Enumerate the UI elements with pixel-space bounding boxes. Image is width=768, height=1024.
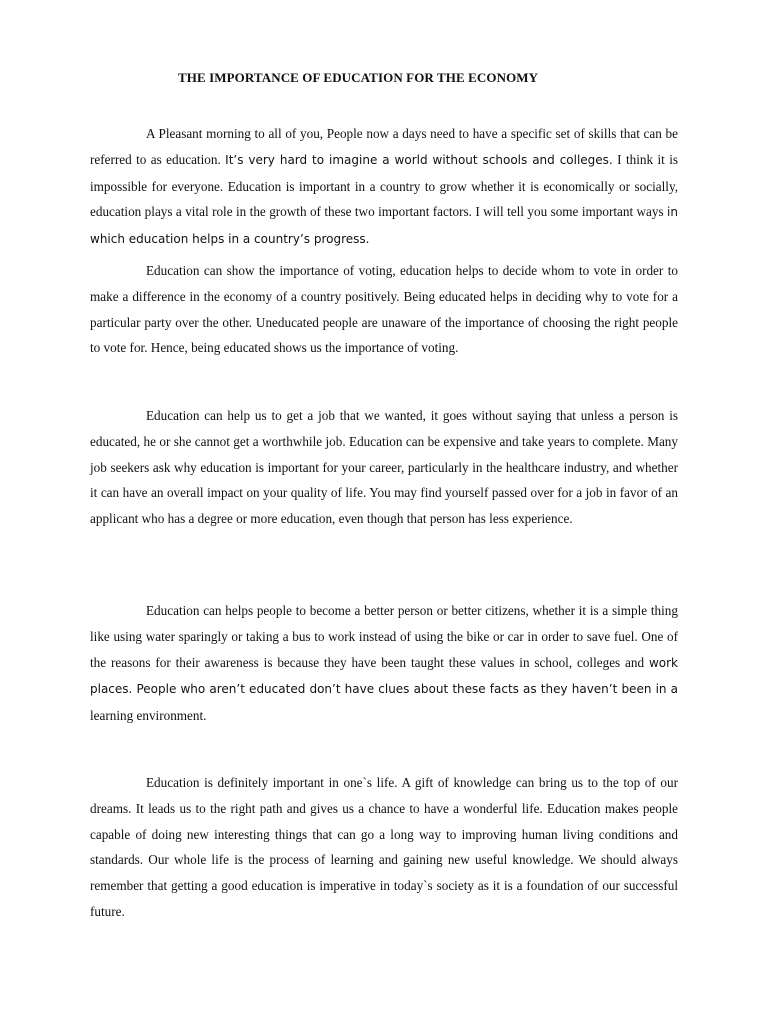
paragraph-text: Education can help us to get a job that we wanted, it goes without saying that unless a person is educated, he or she cannot get a worthwhile job. Education can be expensive and take years to complete. Many job seekers ask why education is important for your career, particularly in the healthcare industry, and whether it can have an overall impact on your quality of life. You may find yourself passed over for a job in favor of an applicant who has a degree or more education, even though that person has less experience. [90, 408, 678, 527]
paragraph-text: in which education helps in a country’s progress. [90, 205, 678, 247]
paragraph-citizens [90, 598, 678, 729]
paragraph-text: It’s very hard to imagine a world without schools and colleges. [225, 152, 613, 167]
paragraph-text: A Pleasant morning to all of you, People now a days need to have a specific set of skills that can be referred to as education. [90, 126, 678, 167]
paragraph-text: Education can helps people to become a better person or better citizens, whether it is a simple thing like using water sparingly or taking a bus to work instead of using the bike or car in order to save fuel. One of the reasons for their awareness is because they have been taught these values in school, colleges and [90, 603, 678, 670]
paragraph-jobs [90, 403, 678, 532]
paragraph-life [90, 770, 678, 925]
paragraph-text: Education is definitely important in one`s life. A gift of knowledge can bring us to the top of our dreams. It leads us to the right path and gives us a chance to have a wonderful life. Education makes people capable of doing new interesting things that can go a long way to improving human living conditions and standards. Our whole life is the process of learning and gaining new useful knowledge. We should always remember that getting a good education is imperative in today`s society as it is a foundation of our successful future. [90, 775, 678, 919]
document-title: THE IMPORTANCE OF EDUCATION FOR THE ECONOMY [178, 70, 539, 85]
paragraph-intro [90, 121, 678, 253]
paragraph-text: work places. People who aren’t educated don’t have clues about these facts as they haven’t been in a [90, 655, 678, 697]
paragraph-text: I think it is impossible for everyone. Education is important in a country to grow whether it is economically or socially, education plays a vital role in the growth of these two important factors. I will tell you some important ways [90, 151, 678, 220]
paragraph-text: Education can show the importance of voting, education helps to decide whom to vote in order to make a difference in the economy of a country positively. Being educated helps in deciding why to vote for a particular party over the other. Uneducated people are unaware of the importance of choosing the right people to vote for. Hence, being educated shows us the importance of voting. [90, 263, 678, 356]
paragraph-voting [90, 258, 678, 361]
paragraph-text: learning environment. [90, 708, 207, 724]
